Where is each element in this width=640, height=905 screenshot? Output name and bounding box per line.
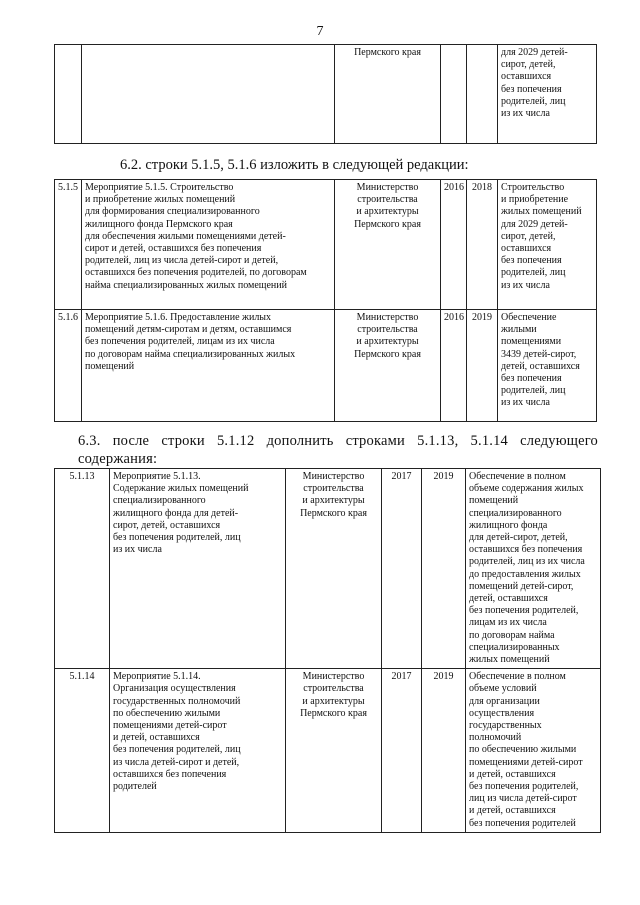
responsible-cell: Министерство строительства и архитектуры Пермского края — [335, 310, 441, 422]
start-year-cell: 2017 — [382, 469, 422, 669]
result-cell: для 2029 детей- сирот, детей, оставшихся без попечения родителей, лиц из их числа — [498, 45, 597, 144]
section-6-2-table — [54, 179, 597, 422]
end-year-cell: 2018 — [467, 180, 498, 310]
end-year-cell: 2019 — [422, 469, 466, 669]
responsible-cell: Министерство строительства и архитектуры Пермского края — [335, 180, 441, 310]
start-year-cell: 2016 — [441, 310, 467, 422]
responsible-cell: Министерство строительства и архитектуры Пермского края — [286, 669, 382, 833]
event-cell: Мероприятие 5.1.6. Предоставление жилых помещений детям-сиротам и детям, оставшимся без попечения родителей, лицам из их числа по договорам найма специализированных жилых помещений — [82, 310, 335, 422]
result-cell: Обеспечение жилыми помещениями 3439 детей-сирот, детей, оставшихся без попечения родителей, лиц из их числа — [498, 310, 597, 422]
end-year-cell — [467, 45, 498, 144]
row-number — [55, 45, 82, 144]
event-cell: Мероприятие 5.1.14. Организация осуществления государственных полномочий по обеспечению жилыми помещениями детей-сирот и детей, оставшихся без попечения родителей, лиц из числа детей-сирот и детей, оставшихся без попечения родителей — [110, 669, 286, 833]
section-heading-6-2: 6.2. строки 5.1.5, 5.1.6 изложить в следующей редакции: — [120, 157, 469, 173]
end-year-cell: 2019 — [422, 669, 466, 833]
table-row — [55, 45, 597, 144]
event-cell — [82, 45, 335, 144]
table-row — [55, 469, 601, 669]
row-number: 5.1.13 — [55, 469, 110, 669]
row-number: 5.1.14 — [55, 669, 110, 833]
table-row — [55, 669, 601, 833]
start-year-cell — [441, 45, 467, 144]
section-heading-6-3: 6.3. после строки 5.1.12 дополнить строками 5.1.13, 5.1.14 следующего содержания: — [78, 433, 598, 467]
page-number: 7 — [316, 24, 324, 39]
event-cell: Мероприятие 5.1.5. Строительство и приобретение жилых помещений для формирования специализированного жилищного фонда Пермского края для обеспечения жилыми помещениями детей- сирот и детей, оставшихся без попечения родителей, лиц из числа детей-сирот и детей, оставшихся без попечения родителей, по договорам найма специализированных жилых помещений — [82, 180, 335, 310]
responsible-cell: Пермского края — [335, 45, 441, 144]
row-number: 5.1.5 — [55, 180, 82, 310]
end-year-cell: 2019 — [467, 310, 498, 422]
row-number: 5.1.6 — [55, 310, 82, 422]
table-row — [55, 310, 597, 422]
result-cell: Обеспечение в полном объеме условий для организации осуществления государственных полномочий по обеспечению жилыми помещениями детей-сирот и детей, оставшихся без попечения родителей, лиц из числа детей-сирот и детей, оставшихся без попечения родителей — [466, 669, 601, 833]
result-cell: Обеспечение в полном объеме содержания жилых помещений специализированного жилищного фонда для детей-сирот, детей, оставшихся без попечения родителей, лиц из их числа до предоставления жилых помещений детей-сирот, детей, оставшихся без попечения родителей, лицам из их числа по договорам найма специализированных жилых помещений — [466, 469, 601, 669]
result-cell: Строительство и приобретение жилых помещений для 2029 детей- сирот, детей, оставшихся без попечения родителей, лиц из их числа — [498, 180, 597, 310]
section-6-3-table — [54, 468, 601, 833]
continuation-table — [54, 44, 597, 144]
responsible-cell: Министерство строительства и архитектуры Пермского края — [286, 469, 382, 669]
start-year-cell: 2017 — [382, 669, 422, 833]
table-row — [55, 180, 597, 310]
start-year-cell: 2016 — [441, 180, 467, 310]
event-cell: Мероприятие 5.1.13. Содержание жилых помещений специализированного жилищного фонда для детей- сирот, детей, оставшихся без попечения родителей, лиц из их числа — [110, 469, 286, 669]
